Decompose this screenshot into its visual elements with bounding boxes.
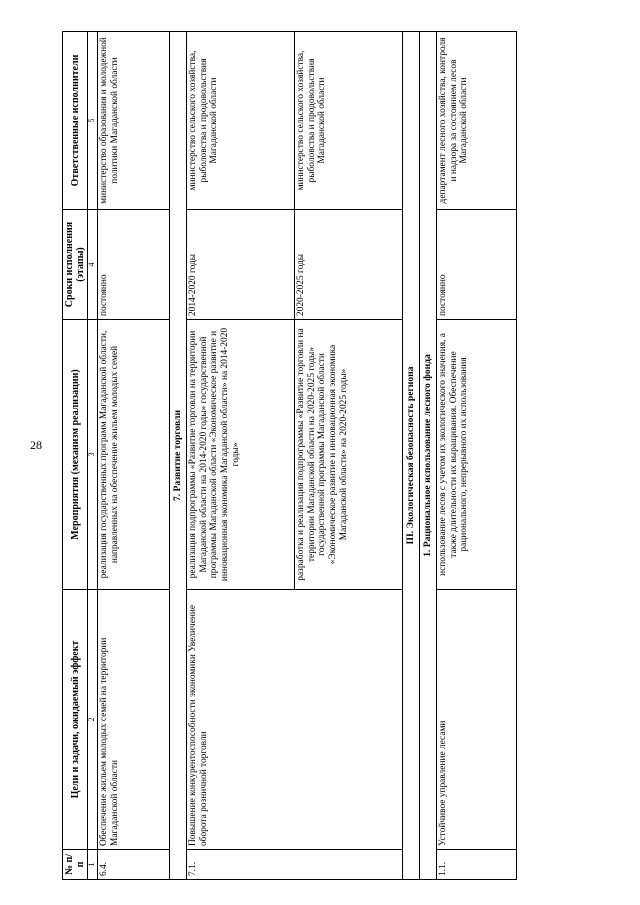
row-term: постоянно [98,210,170,320]
table-row [98,32,170,880]
row-executor: министерство сельского хозяйства, рыболовства и продовольствия Магаданской области [187,32,295,210]
row-term: постоянно [437,210,517,320]
row-goal: Повышение конкурентоспособности экономики Увеличение оборота розничной торговли [187,590,403,850]
header-goals: Цели и задачи, ожидаемый эффект [63,590,88,850]
header-measures: Мероприятия (механизм реализации) [63,320,88,590]
header-number: № п/п [63,850,88,880]
subsection-heading-row [420,32,437,880]
column-number: 5 [88,32,98,210]
section-heading: III. Экологическая безопасность региона [403,32,420,880]
row-measure: разработка и реализация подпрограммы «Развитие торговли на территории Магаданской области на 2020-2025 годы» государственной программы Магаданской области «Экономическое развитие и инновационная экономика Магаданской области» на 2020-2025 годы» [295,320,403,590]
rotated-table-wrapper [62,32,622,880]
row-term: 2014-2020 годы [187,210,295,320]
row-measure: реализация государственных программ Магаданской области, направленных на обеспечение жильем молодых семей [98,320,170,590]
section-heading-row [403,32,420,880]
table-header-row [63,32,88,880]
subsection-heading: 1. Рациональное использование лесного фонда [420,32,437,880]
section-heading: 7. Развитие торговли [170,32,187,880]
row-executor: министерство образования и молодежной политики Магаданской области [98,32,170,210]
measures-table [62,31,517,880]
column-numbers-row [88,32,98,880]
row-goal: Обеспечение жильем молодых семей на территории Магаданской области [98,590,170,850]
table-row [187,32,295,880]
section-heading-row [170,32,187,880]
column-number: 1 [88,850,98,880]
header-terms: Сроки исполнения (этапы) [63,210,88,320]
column-number: 4 [88,210,98,320]
row-number: 6.4. [98,850,170,880]
row-goal: Устойчивое управление лесами [437,590,517,850]
row-number: 7.1. [187,850,403,880]
row-term: 2020-2025 годы [295,210,403,320]
column-number: 3 [88,320,98,590]
row-number: 1.1. [437,850,517,880]
table-row [437,32,517,880]
header-executors: Ответственные исполнители [63,32,88,210]
row-executor: министерство сельского хозяйства, рыболовства и продовольствия Магаданской области [295,32,403,210]
row-measure: реализация подпрограммы «Развитие торговли на территории Магаданской области на 2014-2020 годы» государственной программы Магаданской области «Экономическое развитие и инновационная экономика Магаданской области» на 2014-2020 годы» [187,320,295,590]
row-measure: использование лесов с учетом их экологического значения, а также длительности их выращивания. Обеспечение рационального, непрерывного их использования [437,320,517,590]
column-number: 2 [88,590,98,850]
row-executor: департамент лесного хозяйства, контроля и надзора за состоянием лесов Магаданской области [437,32,517,210]
page-number: 28 [30,438,42,452]
